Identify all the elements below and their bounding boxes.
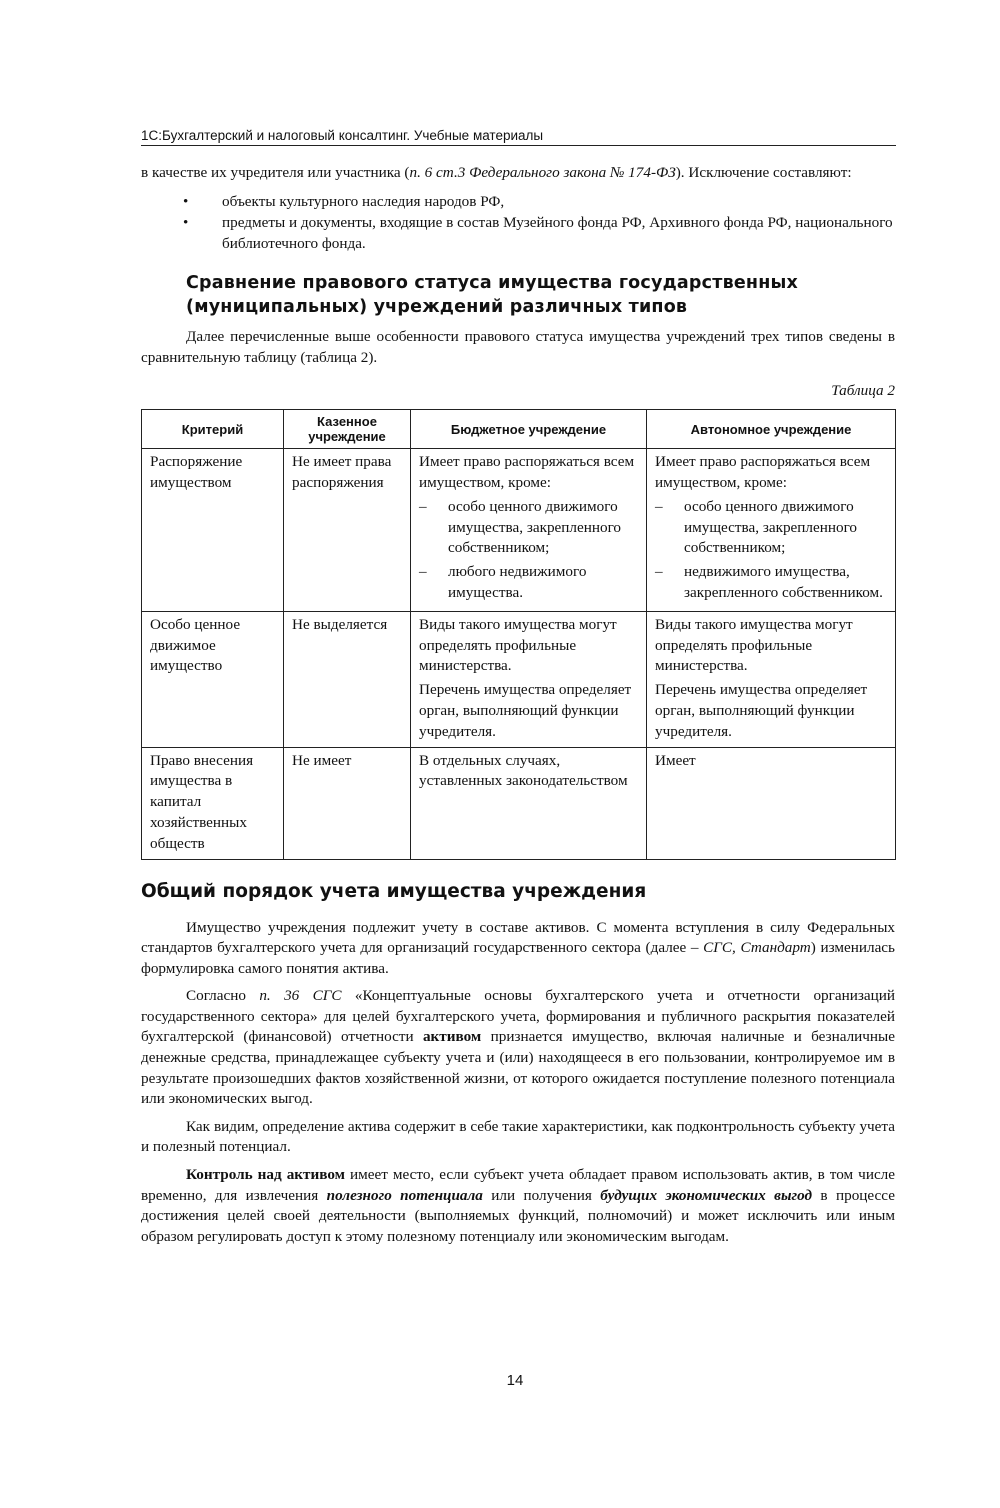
cell-text: Имеет право распоряжаться всем имуществом, кроме: xyxy=(419,453,635,491)
cell-text: Виды такого имущества могут определять профильные министерства. xyxy=(419,615,617,675)
list-item-text: объекты культурного наследия народов РФ, xyxy=(222,192,505,210)
table-cell: Имеет xyxy=(647,747,896,859)
list-item-text: особо ценного движимого имущества, закрепленного собственником; xyxy=(684,497,858,557)
text-run: Согласно xyxy=(186,987,260,1005)
table-header-row xyxy=(142,410,896,449)
list-item-text: особо ценного движимого имущества, закрепленного собственником; xyxy=(448,497,622,557)
list-item xyxy=(141,213,895,254)
text-run: ) изменилась формулировка самого понятия актива. xyxy=(141,939,895,977)
column-header-criterion: Критерий xyxy=(142,410,284,449)
table-cell: Не выделяется xyxy=(284,611,411,747)
text-run: признается имущество, включая наличные и безналичные денежные средства, принадлежащее субъекту учета и (или) находящееся в его пользовании, контролируемое им в результате произошедших фактов хозяйственной жизни, от которого ожидается поступление полезного потенциала или экономических выгод. xyxy=(141,1028,895,1108)
table-row xyxy=(142,747,896,859)
intro-text-start: в качестве их учредителя или участника ( xyxy=(141,164,410,181)
table-cell: Распоряжение имуществом xyxy=(142,449,284,612)
dash-list xyxy=(419,497,638,604)
text-run-italic: п. 36 СГС xyxy=(259,987,342,1005)
page-number: 14 xyxy=(506,1372,524,1389)
comparison-table xyxy=(141,409,896,859)
dash-icon: – xyxy=(419,563,427,581)
table-cell xyxy=(411,611,647,747)
table-cell: Особо ценное движимое имущество xyxy=(142,611,284,747)
bullet-icon: • xyxy=(183,192,189,210)
term-asset: активом xyxy=(422,1028,482,1046)
list-item-text: любого недвижимого имущества. xyxy=(448,563,587,601)
table-cell: Не имеет права распоряжения xyxy=(284,449,411,612)
dash-list xyxy=(655,497,887,604)
table-cell xyxy=(411,449,647,612)
column-header-autonomous: Автономное учреждение xyxy=(647,410,896,449)
cell-text: Перечень имущества определяет орган, выполняющий функции учредителя. xyxy=(655,681,868,740)
table-row xyxy=(142,611,896,747)
table-cell xyxy=(647,611,896,747)
page-content xyxy=(141,163,895,1247)
table-cell: В отдельных случаях, уставленных законодательством xyxy=(411,747,647,859)
table-row xyxy=(142,449,896,612)
bullet-icon: • xyxy=(183,214,189,232)
body-paragraph: Как видим, определение актива содержит в себе такие характеристики, как подконтрольность субъекту учета и полезный потенциал. xyxy=(141,1117,895,1156)
column-header-budget: Бюджетное учреждение xyxy=(411,410,647,449)
list-item xyxy=(419,562,638,604)
intro-paragraph xyxy=(141,163,895,184)
list-item xyxy=(141,192,895,213)
cell-text: Виды такого имущества могут определять профильные министерства. xyxy=(655,615,853,675)
exceptions-list xyxy=(141,192,895,255)
intro-text-end: ). Исключение составляют: xyxy=(675,164,852,181)
list-item xyxy=(419,497,638,559)
section-heading-accounting: Общий порядок учета имущества учреждения xyxy=(141,880,647,902)
section-heading-comparison: Сравнение правового статуса имущества государственных (муниципальных) учреждений различных типов xyxy=(186,273,799,318)
body-paragraph xyxy=(141,1165,895,1247)
list-item xyxy=(655,562,887,604)
list-item xyxy=(655,497,887,559)
cell-text: Имеет право распоряжаться всем имуществом, кроме: xyxy=(655,453,871,491)
text-run: Имущество учреждения подлежит учету в составе активов. С момента вступления в силу Федеральных стандартов бухгалтерского учета для организаций государственного сектора (далее – xyxy=(141,918,895,957)
text-run: в процессе достижения целей своей деятельности (выполняемых функций, полномочий) и может исключить или иным образом регулировать доступ к этому полезному потенциалу или экономическим выгодам. xyxy=(141,1186,895,1245)
cell-text: Перечень имущества определяет орган, выполняющий функции учредителя. xyxy=(419,681,632,740)
list-item-text: предметы и документы, входящие в состав Музейного фонда РФ, Архивного фонда РФ, национального библиотечного фонда. xyxy=(222,214,893,252)
text-run-italic: СГС, Стандарт xyxy=(703,939,811,957)
dash-icon: – xyxy=(655,563,663,581)
text-run: «Концептуальные основы бухгалтерского учета и отчетности организаций государственного сектора» для целей бухгалтерского учета, формирования и публичного раскрытия показателей бухгалтерской (финансовой) отчетности xyxy=(141,987,895,1046)
term-economic-benefits: будущих экономических выгод xyxy=(600,1186,813,1204)
list-item-text: недвижимого имущества, закрепленного собственником. xyxy=(684,563,883,601)
law-reference: п. 6 ст.3 Федерального закона № 174-ФЗ xyxy=(409,164,676,181)
column-header-kazennoe: Казенное учреждение xyxy=(284,410,411,449)
term-asset-control: Контроль над активом xyxy=(186,1166,346,1184)
table-cell xyxy=(647,449,896,612)
text-run: или получения xyxy=(482,1186,601,1204)
body-paragraph xyxy=(141,986,895,1110)
dash-icon: – xyxy=(655,497,663,515)
table-cell: Право внесения имущества в капитал хозяйственных обществ xyxy=(142,747,284,859)
body-paragraph xyxy=(141,918,895,980)
dash-icon: – xyxy=(419,497,427,515)
running-header: 1С:Бухгалтерский и налоговый консалтинг. Учебные материалы xyxy=(141,128,896,146)
comparison-paragraph: Далее перечисленные выше особенности правового статуса имущества учреждений трех типов сведены в сравнительную таблицу (таблица 2). xyxy=(141,328,895,366)
text-run: имеет место, если субъект учета обладает правом использовать актив, в том числе временно, для извлечения xyxy=(141,1166,896,1204)
term-useful-potential: полезного потенциала xyxy=(326,1186,483,1204)
table-caption: Таблица 2 xyxy=(831,381,895,399)
table-cell: Не имеет xyxy=(284,747,411,859)
